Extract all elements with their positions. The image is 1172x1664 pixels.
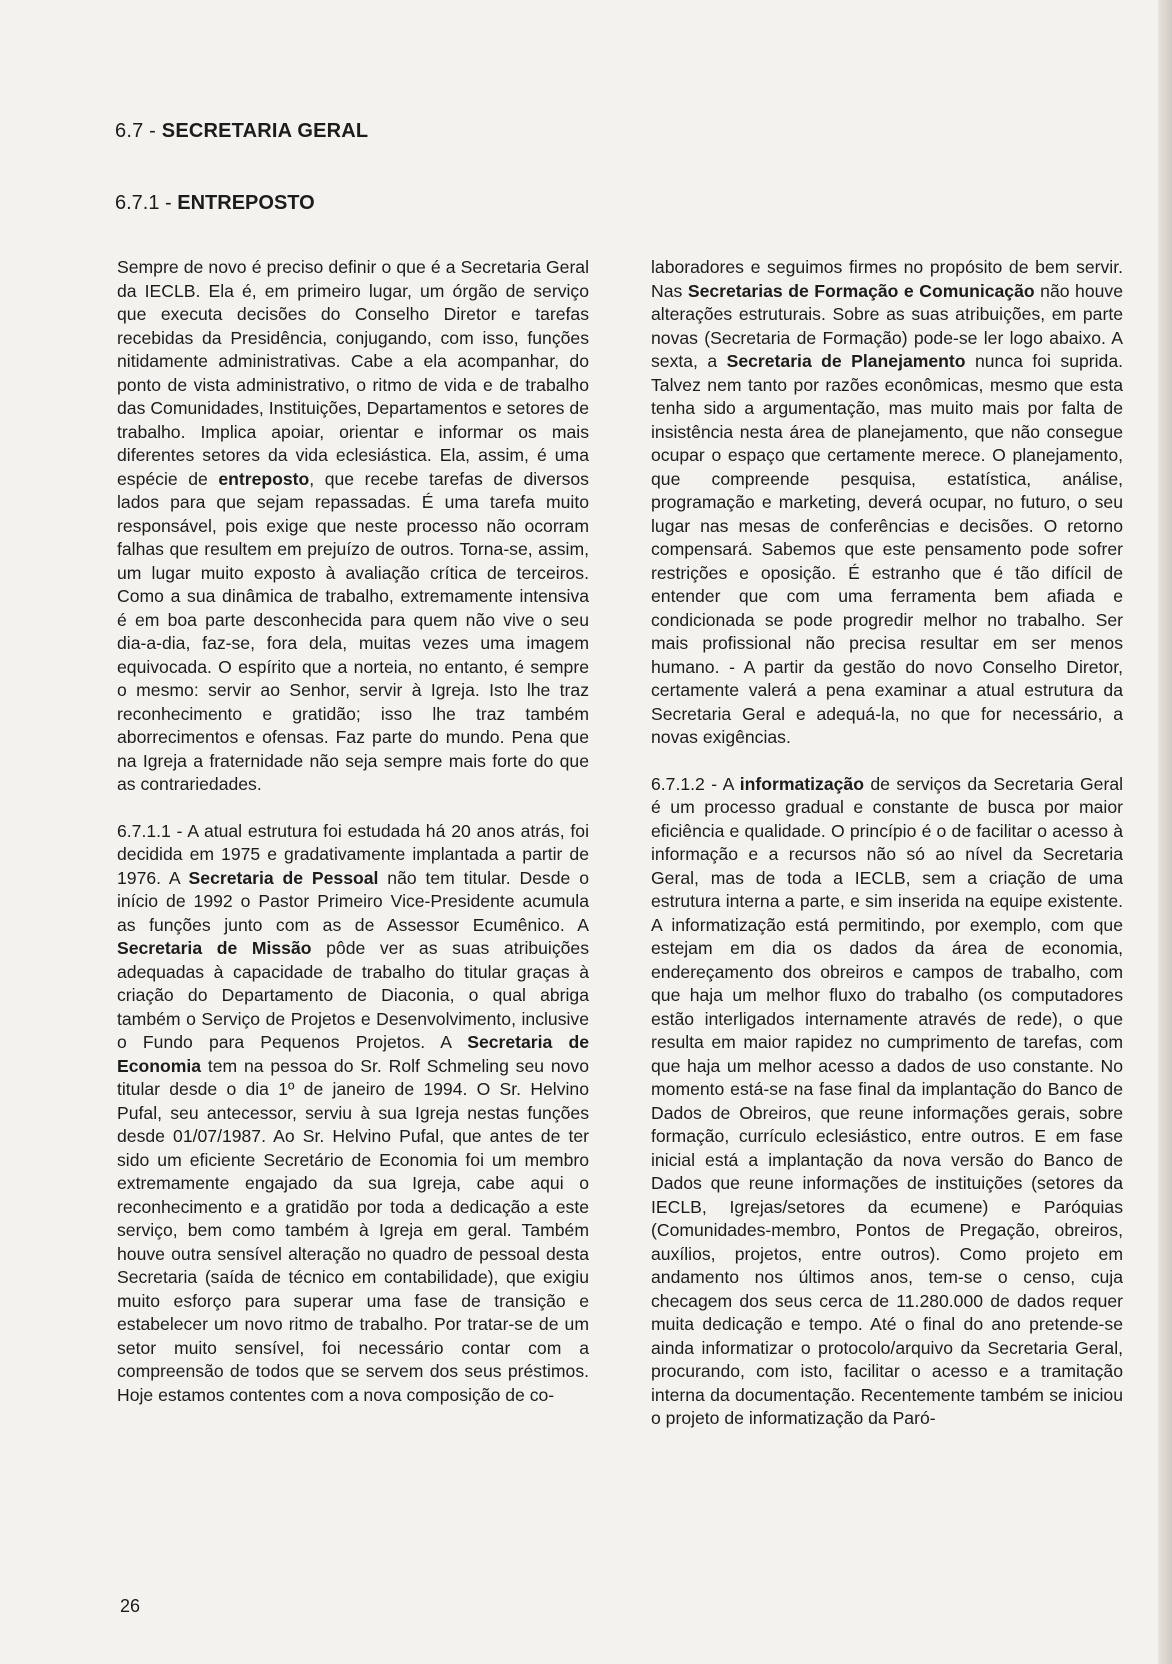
bold-term: Secretaria de Planejamento (726, 351, 966, 371)
page-edge-shadow (1158, 0, 1172, 1664)
text-run: não tem titular. Desde o início de 1992 o Pastor Primeiro Vice-Presidente acumula as funções junto com as de Assessor Ecumênico. A (117, 867, 589, 935)
paragraph-continuation (651, 256, 1123, 750)
text-run: nunca foi suprida. Talvez nem tanto por razões econômicas, mesmo que esta tenha sido a argumentação, mas muito mais por falta de insistência nesta área de planejamento, que não consegue ocupar o espaço que certamente merece. O planejamento, que compreende pesquisa, estatística, análise, programação e marketing, deverá ocupar, no futuro, o seu lugar nas mesas de conferências e decisões. O retorno compensará. Sabemos que este pensamento pode sofrer restrições e oposição. É estranho que é tão difícil de entender que com uma ferramenta bem afiada e condicionada se pode progredir melhor no trabalho. Ser mais profissional não precisa resultar em ser menos humano. - A partir da gestão do novo Conselho Diretor, certamente valerá a pena examinar a atual estrutura da Secretaria Geral e adequá-la, no que for necessário, a novas exigências. (651, 351, 1123, 747)
subsection-title: ENTREPOSTO (177, 192, 315, 214)
section-number: 6.7 - (115, 120, 162, 142)
text-run: de serviços da Secretaria Geral é um processo gradual e constante de busca por maior eficiência e qualidade. O princípio é o de facilitar o acesso à informação e a recursos não só ao nível da Secretaria Geral, mas de toda a IECLB, sem a criação de uma estrutura interna a parte, e sim inserida na equipe existente. A informatização está permitindo, por exemplo, com que estejam em dia os dados da área de economia, endereçamento dos obreiros e campos de trabalho, com que haja um melhor fluxo do trabalho (os computadores estão interligados internamente através de rede), o que resulta em maior rapidez no cumprimento de tarefas, com que haja um melhor acesso a dados de uso constante. No momento está-se na fase final da implantação do Banco de Dados de Obreiros, que reune informações gerais, sobre formação, currículo eclesiástico, entre outros. E em fase inicial está a implantação da nova versão do Banco de Dados que reune informações de instituições (setores da IECLB, Igrejas/setores da ecumene) e Paróquias (Comunidades-membro, Pontos de Pregação, obreiros, auxílios, projetos, entre outros). Como projeto em andamento nos últimos anos, tem-se o censo, cuja checagem dos seus cerca de 11.280.000 de dados requer muita dedicação e tempo. Até o final do ano pretende-se ainda informatizar o protocolo/arquivo da Secretaria Geral, procurando, com isto, facilitar o acesso e a tramitação interna da documentação. Recentemente também se iniciou o projeto de informatização da Paró- (651, 773, 1124, 1428)
bold-term: Secretarias de Formação e Comunicação (687, 280, 1035, 301)
paragraph-entreposto (117, 256, 589, 797)
text-run: não houve alterações estruturais. Sobre as suas atribuições, em parte novas (Secretaria de Formação) pode-se ler logo abaixo. A sexta, a (651, 280, 1123, 371)
paragraph-6-7-1-1 (117, 820, 589, 1408)
bold-term: Secretaria de Economia (117, 1032, 589, 1076)
text-run: 6.7.1.2 - A (651, 773, 740, 794)
bold-term: informatização (739, 773, 864, 794)
left-column (117, 256, 589, 1407)
bold-term: entreposto (218, 468, 310, 489)
paragraph-6-7-1-2 (651, 773, 1123, 1431)
section-heading (115, 120, 368, 143)
section-title: SECRETARIA GERAL (161, 120, 369, 142)
bold-term: Secretaria de Missão (117, 938, 312, 958)
right-column (651, 256, 1123, 1431)
subsection-number: 6.7.1 - (115, 192, 178, 214)
text-run: 6.7.1.1 - A atual estrutura foi estudada há 20 anos atrás, foi decidida em 1975 e gradativamente implantada a partir de 1976. A (117, 820, 589, 888)
subsection-heading (115, 192, 315, 215)
text-run: , que recebe tarefas de diversos lados para que sejam repassadas. É uma tarefa muito responsável, pois exige que neste processo não ocorram falhas que resultem em prejuízo de outros. Torna-se, assim, um lugar muito exposto à avaliação crítica de terceiros. Como a sua dinâmica de trabalho, extremamente intensiva é em boa parte desconhecida para quem não vive o seu dia-a-dia, faz-se, fora dela, muitas vezes uma imagem equivocada. O espírito que a norteia, no entanto, é sempre o mesmo: servir ao Senhor, servir à Igreja. Isto lhe traz reconhecimento e gratidão; isso lhe traz também aborrecimentos e ofensas. Faz parte do mundo. Pena que na Igreja a fraternidade não seja sempre mais forte do que as contrariedades. (117, 468, 589, 794)
text-run: pôde ver as suas atribuições adequadas à capacidade de trabalho do titular graças à criação do Departamento de Diaconia, o qual abriga também o Serviço de Projetos e Desenvolvimento, inclusive o Fundo para Pequenos Projetos. A (117, 938, 589, 1052)
text-run: laboradores e seguimos firmes no propósito de bem servir. Nas (651, 257, 1123, 301)
text-run: Sempre de novo é preciso definir o que é a Secretaria Geral da IECLB. Ela é, em primeiro lugar, um órgão de serviço que executa decisões do Conselho Diretor e tarefas recebidas da Presidência, conjugando, com isso, funções nitidamente administrativas. Cabe a ela acompanhar, do ponto de vista administrativo, o ritmo de vida e de trabalho das Comunidades, Instituições, Departamentos e setores de trabalho. Implica apoiar, orientar e informar os mais diferentes setores da vida eclesiástica. Ela, assim, é uma espécie de (117, 257, 589, 489)
text-run: tem na pessoa do Sr. Rolf Schmeling seu novo titular desde o dia 1º de janeiro de 1994. O Sr. Helvino Pufal, seu antecessor, serviu à sua Igreja nestas funções desde 01/07/1987. Ao Sr. Helvino Pufal, que antes de ter sido um eficiente Secretário de Economia foi um membro extremamente engajado da sua Igreja, cabe aqui o reconhecimento e a gratidão por toda a dedicação a este serviço, bem como também à Igreja em geral. Também houve outra sensível alteração no quadro de pessoal desta Secretaria (saída de técnico em contabilidade), que exigiu muito esforço para superar uma fase de transição e estabelecer um novo ritmo de trabalho. Por tratar-se de um setor muito sensível, foi necessário contar com a compreensão de todos que se servem dos seus préstimos. Hoje estamos contentes com a nova composição de co- (117, 1055, 589, 1405)
bold-term: Secretaria de Pessoal (188, 867, 379, 888)
page-number: 26 (120, 1596, 141, 1616)
